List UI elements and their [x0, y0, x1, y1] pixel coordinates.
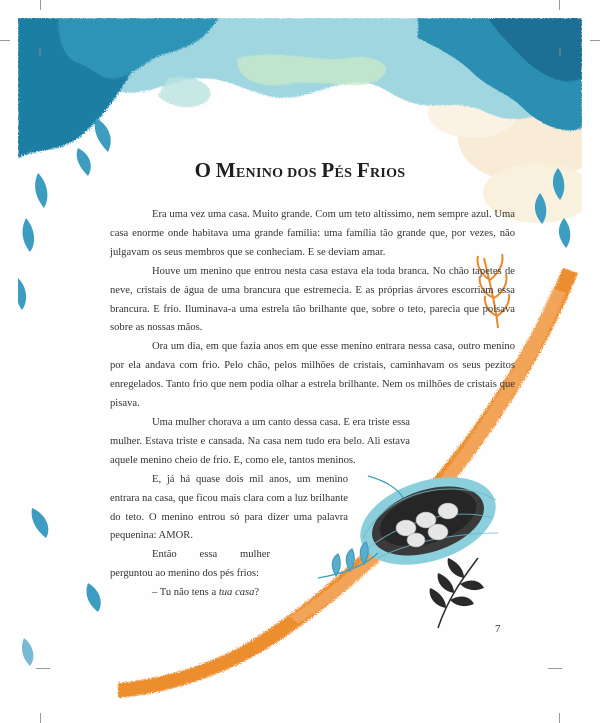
story-text [110, 206, 515, 603]
dialogue-lead: – Tu não tens a [152, 587, 219, 599]
title-word-pes: ÉS [334, 166, 353, 181]
crop-mark-bottom-left [40, 713, 41, 723]
dialogue-end: ? [254, 587, 260, 599]
crop-mark-left-top [0, 40, 10, 41]
chapter-title [18, 158, 582, 183]
paragraph-5: E, já há quase dois mil anos, um menino entrara na casa, que ficou mais clara com a luz brilhante do teto. O menino entrou só para dizer uma palavra pequenina: AMOR. [110, 473, 348, 542]
book-page [18, 18, 582, 705]
crop-mark-right-bottom [548, 668, 562, 669]
title-initial-p: P [321, 158, 335, 182]
page-number: 7 [495, 623, 501, 635]
paragraph-2: Houve um menino que entrou nesta casa estava ela toda branca. No chão tapetes de neve, cristais de água de uma brancura que estremecia. E as próprias árvores escorriam essa brancura. E frio. Iluminava-a uma estrela tão brilhante que, sobre o teto, parecia que poisava sobre as nossas mãos. [110, 265, 515, 334]
title-initial-m: M [215, 158, 236, 182]
crop-mark-left-bottom [36, 668, 50, 669]
crop-mark-top-left [40, 0, 41, 10]
title-word-menino: ENINO DOS [235, 166, 317, 181]
crop-mark-bottom-right [559, 713, 560, 723]
paragraph-7 [110, 584, 515, 603]
dialogue-emphasis: tua casa [218, 587, 255, 599]
crop-mark-right-top [590, 40, 600, 41]
crop-mark-top-right [559, 0, 560, 10]
paragraph-3: Ora um dia, em que fazia anos em que esse menino entrara nessa casa, outro menino por ela andava com frio. Pelo chão, pelos milhões de cristais, caminhavam os seus pezitos enregelados. Tanto frio que nem podia olhar a estrela brilhante. Nem os milhões de cristais que pisava. [110, 341, 515, 410]
paragraph-1: Era uma vez uma casa. Muito grande. Com um teto altíssimo, nem sempre azul. Uma casa enorme onde habitava uma grande família: uma família tão grande que, por vezes, não julgavam os seus membros que se conheciam. E se deviam amar. [110, 209, 515, 258]
paragraph-4: Uma mulher chorava a um canto dessa casa. E era triste essa mulher. Estava triste e cansada. Na casa nem tudo era belo. Ali estava aquele menino cheio de frio. E, como ele, tantos meninos. [110, 416, 410, 466]
left-leaves [18, 118, 111, 666]
paragraph-6: Então essa mulher perguntou ao menino dos pés frios: [110, 549, 270, 580]
title-word-frios: RIOS [369, 166, 406, 181]
title-initial-f: F [356, 158, 370, 182]
title-word-o: O [194, 158, 212, 182]
